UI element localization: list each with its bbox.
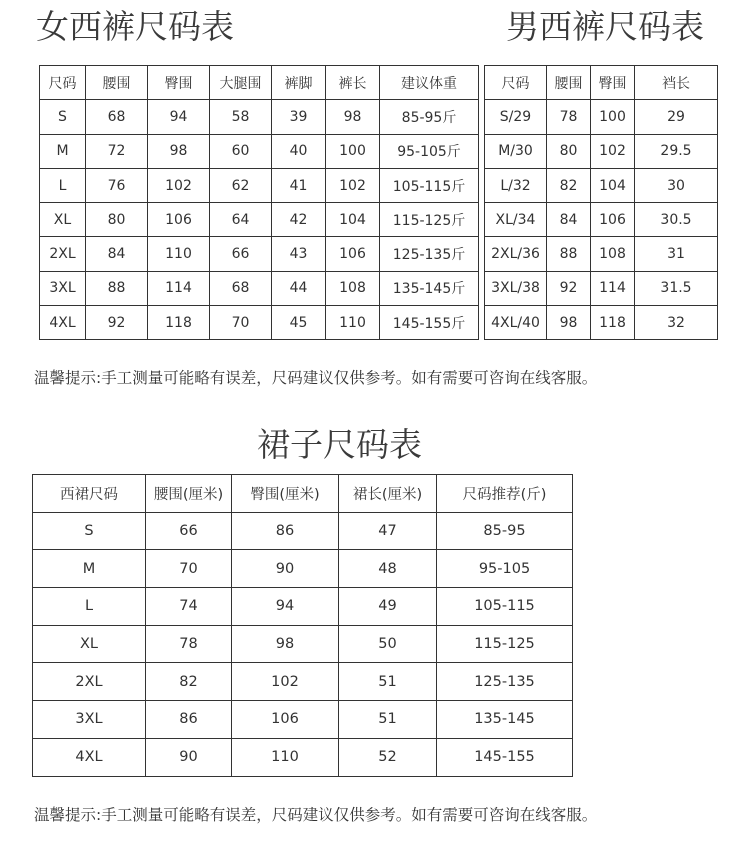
table-cell: 106 [591, 203, 635, 237]
table-cell: 52 [339, 738, 437, 776]
table-row [33, 625, 573, 663]
skirt-size-table [32, 474, 573, 777]
table-cell: 125-135斤 [380, 237, 479, 271]
table-cell: 29.5 [635, 134, 718, 168]
table-cell: M/30 [485, 134, 547, 168]
table-cell: 86 [232, 512, 339, 550]
table-cell: XL/34 [485, 203, 547, 237]
table-cell: 32 [635, 306, 718, 340]
table-cell: 58 [210, 100, 272, 134]
table-cell: M [33, 550, 146, 588]
size-tip-note: 温馨提示:手工测量可能略有误差，尺码建议仅供参考。如有需要可咨询在线客服。 [34, 369, 598, 387]
table-row [33, 738, 573, 776]
column-header: 尺码推荐(斤) [437, 475, 573, 513]
table-cell: 98 [547, 306, 591, 340]
table-cell: L [40, 168, 86, 202]
table-cell: XL [40, 203, 86, 237]
table-row [485, 203, 718, 237]
table-cell: 4XL [40, 306, 86, 340]
table-cell: 76 [86, 168, 148, 202]
table-cell: 106 [326, 237, 380, 271]
table-cell: 49 [339, 588, 437, 626]
table-cell: 66 [146, 512, 232, 550]
table-cell: 102 [232, 663, 339, 701]
column-header: 臀围 [591, 66, 635, 100]
table-cell: 92 [86, 306, 148, 340]
table-cell: 145-155斤 [380, 306, 479, 340]
table-cell: S/29 [485, 100, 547, 134]
table-row [33, 512, 573, 550]
table-cell: 125-135 [437, 663, 573, 701]
table-cell: 30 [635, 168, 718, 202]
table-cell: 105-115 [437, 588, 573, 626]
table-cell: 98 [148, 134, 210, 168]
column-header: 建议体重 [380, 66, 479, 100]
table-cell: 105-115斤 [380, 168, 479, 202]
table-cell: 80 [547, 134, 591, 168]
table-cell: 47 [339, 512, 437, 550]
skirt-size-table-body [33, 475, 573, 777]
table-cell: L/32 [485, 168, 547, 202]
table-cell: 74 [146, 588, 232, 626]
table-cell: 85-95斤 [380, 100, 479, 134]
table-cell: S [40, 100, 86, 134]
table-cell: 108 [326, 271, 380, 305]
table-cell: 88 [547, 237, 591, 271]
table-row [40, 271, 479, 305]
column-header: 腰围 [547, 66, 591, 100]
table-cell: 30.5 [635, 203, 718, 237]
table-cell: 45 [272, 306, 326, 340]
table-cell: 4XL [33, 738, 146, 776]
column-header: 尺码 [40, 66, 86, 100]
table-cell: 114 [591, 271, 635, 305]
table-cell: 95-105斤 [380, 134, 479, 168]
column-header: 裆长 [635, 66, 718, 100]
table-cell: L [33, 588, 146, 626]
table-cell: 118 [591, 306, 635, 340]
column-header: 西裙尺码 [33, 475, 146, 513]
table-cell: 3XL/38 [485, 271, 547, 305]
table-cell: 98 [232, 625, 339, 663]
table-row [485, 168, 718, 202]
table-cell: 102 [148, 168, 210, 202]
column-header: 裤脚 [272, 66, 326, 100]
table-cell: 106 [232, 701, 339, 739]
table-cell: 85-95 [437, 512, 573, 550]
table-cell: 66 [210, 237, 272, 271]
table-cell: 110 [232, 738, 339, 776]
column-header: 尺码 [485, 66, 547, 100]
table-cell: 92 [547, 271, 591, 305]
table-cell: 50 [339, 625, 437, 663]
table-cell: 84 [547, 203, 591, 237]
table-row [40, 237, 479, 271]
table-cell: 115-125斤 [380, 203, 479, 237]
table-cell: 98 [326, 100, 380, 134]
table-cell: 135-145 [437, 701, 573, 739]
table-cell: 78 [146, 625, 232, 663]
column-header: 大腿围 [210, 66, 272, 100]
table-cell: 135-145斤 [380, 271, 479, 305]
table-cell: 90 [232, 550, 339, 588]
table-cell: 40 [272, 134, 326, 168]
table-cell: 3XL [40, 271, 86, 305]
table-cell: 82 [547, 168, 591, 202]
table-row [33, 550, 573, 588]
table-cell: 108 [591, 237, 635, 271]
table-row [485, 100, 718, 134]
table-cell: XL [33, 625, 146, 663]
size-tip-note: 温馨提示:手工测量可能略有误差，尺码建议仅供参考。如有需要可咨询在线客服。 [34, 806, 598, 824]
table-cell: 68 [86, 100, 148, 134]
table-cell: 70 [210, 306, 272, 340]
table-cell: 39 [272, 100, 326, 134]
table-cell: 102 [326, 168, 380, 202]
table-cell: 31 [635, 237, 718, 271]
table-cell: 110 [326, 306, 380, 340]
table-cell: 64 [210, 203, 272, 237]
header-row [33, 475, 573, 513]
table-cell: 72 [86, 134, 148, 168]
column-header: 裤长 [326, 66, 380, 100]
table-cell: 51 [339, 701, 437, 739]
table-row [40, 134, 479, 168]
table-row [40, 203, 479, 237]
table-cell: 78 [547, 100, 591, 134]
table-row [33, 588, 573, 626]
column-header: 裙长(厘米) [339, 475, 437, 513]
table-row [40, 306, 479, 340]
table-cell: 100 [326, 134, 380, 168]
table-cell: 104 [326, 203, 380, 237]
table-row [485, 306, 718, 340]
table-cell: 115-125 [437, 625, 573, 663]
table-cell: 145-155 [437, 738, 573, 776]
table-row [33, 663, 573, 701]
skirt-title: 裙子尺码表 [257, 425, 422, 464]
table-cell: 84 [86, 237, 148, 271]
women-size-table-body [40, 66, 479, 340]
table-cell: 90 [146, 738, 232, 776]
table-cell: 29 [635, 100, 718, 134]
table-cell: 48 [339, 550, 437, 588]
table-cell: 106 [148, 203, 210, 237]
table-cell: 95-105 [437, 550, 573, 588]
table-cell: 41 [272, 168, 326, 202]
table-cell: 94 [148, 100, 210, 134]
men-size-table-body [485, 66, 718, 340]
table-cell: 104 [591, 168, 635, 202]
table-cell: 3XL [33, 701, 146, 739]
women-pants-title: 女西裤尺码表 [36, 7, 234, 46]
table-cell: 118 [148, 306, 210, 340]
column-header: 腰围(厘米) [146, 475, 232, 513]
men-size-table [484, 65, 718, 340]
table-cell: 102 [591, 134, 635, 168]
table-cell: 2XL [40, 237, 86, 271]
table-cell: 70 [146, 550, 232, 588]
table-row [33, 701, 573, 739]
table-cell: 82 [146, 663, 232, 701]
table-cell: 80 [86, 203, 148, 237]
table-cell: 114 [148, 271, 210, 305]
women-size-table [39, 65, 479, 340]
column-header: 臀围 [148, 66, 210, 100]
table-cell: 51 [339, 663, 437, 701]
table-cell: 68 [210, 271, 272, 305]
table-cell: 42 [272, 203, 326, 237]
table-cell: 60 [210, 134, 272, 168]
table-row [485, 237, 718, 271]
table-cell: 110 [148, 237, 210, 271]
table-cell: 100 [591, 100, 635, 134]
table-cell: 88 [86, 271, 148, 305]
table-row [485, 271, 718, 305]
table-cell: 86 [146, 701, 232, 739]
table-cell: 31.5 [635, 271, 718, 305]
men-pants-title: 男西裤尺码表 [506, 7, 704, 46]
table-cell: M [40, 134, 86, 168]
table-cell: 94 [232, 588, 339, 626]
table-cell: 43 [272, 237, 326, 271]
table-cell: 2XL/36 [485, 237, 547, 271]
column-header: 臀围(厘米) [232, 475, 339, 513]
table-cell: 4XL/40 [485, 306, 547, 340]
table-row [40, 168, 479, 202]
table-row [485, 134, 718, 168]
table-cell: 44 [272, 271, 326, 305]
table-cell: 62 [210, 168, 272, 202]
header-row [485, 66, 718, 100]
header-row [40, 66, 479, 100]
table-cell: S [33, 512, 146, 550]
column-header: 腰围 [86, 66, 148, 100]
table-cell: 2XL [33, 663, 146, 701]
table-row [40, 100, 479, 134]
